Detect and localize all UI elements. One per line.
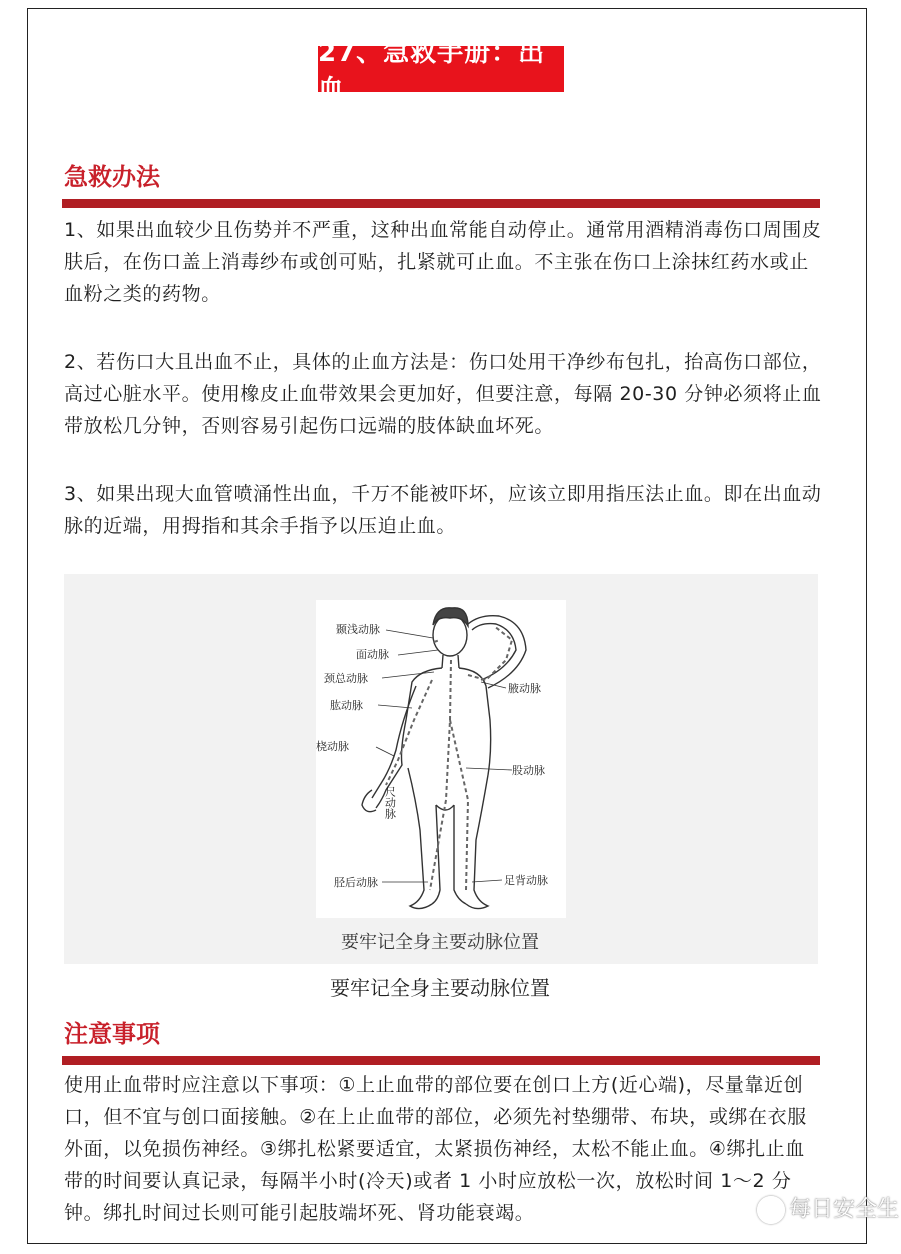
page-title: 27、急救手册：出血 [318,46,564,92]
paragraph-2: 2、若伤口大且出血不止，具体的止血方法是：伤口处用干净纱布包扎，抬高伤口部位，高过心脏水平。使用橡皮止血带效果会更加好，但要注意，每隔 20-30 分钟必须将止血带放松几分钟，否则容易引起伤口远端的肢体缺血坏死。 [64,351,822,437]
figure-caption: 要牢记全身主要动脉位置 [330,976,550,1000]
label-posterior-tibial-artery: 胫后动脉 [334,876,378,889]
label-ulnar-artery: 尺动脉 [383,786,397,819]
label-brachial-artery: 肱动脉 [330,699,363,712]
section-heading-precautions: 注意事项 [64,1020,160,1048]
watermark-text: 每日安全生 [789,1197,900,1222]
precautions-paragraph: 使用止血带时应注意以下事项：①上止血带的部位要在创口上方(近心端)，尽量靠近创口，但不宜与创口面接触。②在上止血带的部位，必须先衬垫绷带、布块，或绑在衣服外面，以免损伤神经。③绑扎松紧要适宜，太紧损伤神经，太松不能止血。④绑扎止血带的时间要认真记录，每隔半小时(冷天)或者 1 小时应放松一次，放松时间 1～2 分钟。绑扎时间过长则可能引起肢端坏死、肾功能衰竭。 [64,1074,807,1224]
artery-diagram [316,600,566,918]
label-temporal-artery: 颞浅动脉 [336,623,380,636]
label-facial-artery: 面动脉 [356,648,389,661]
paragraph-1: 1、如果出血较少且伤势并不严重，这种出血常能自动停止。通常用酒精消毒伤口周围皮肤后，在伤口盖上消毒纱布或创可贴，扎紧就可止血。不主张在伤口上涂抹红药水或止血粉之类的药物。 [64,219,822,305]
wechat-icon [757,1196,785,1224]
label-axillary-artery: 腋动脉 [508,682,541,695]
label-carotid-artery: 颈总动脉 [324,672,368,685]
watermark [757,1192,899,1224]
section-divider [62,199,820,208]
label-femoral-artery: 股动脉 [512,764,545,777]
label-radial-artery: 桡动脉 [316,740,349,753]
section-heading-first-aid: 急救办法 [64,163,160,191]
label-dorsalis-pedis-artery: 足背动脉 [504,874,548,887]
figure-inner-caption: 要牢记全身主要动脉位置 [341,932,539,953]
section-divider [62,1056,820,1065]
paragraph-3: 3、如果出现大血管喷涌性出血，千万不能被吓坏，应该立即用指压法止血。即在出血动脉的近端，用拇指和其余手指予以压迫止血。 [64,483,822,537]
